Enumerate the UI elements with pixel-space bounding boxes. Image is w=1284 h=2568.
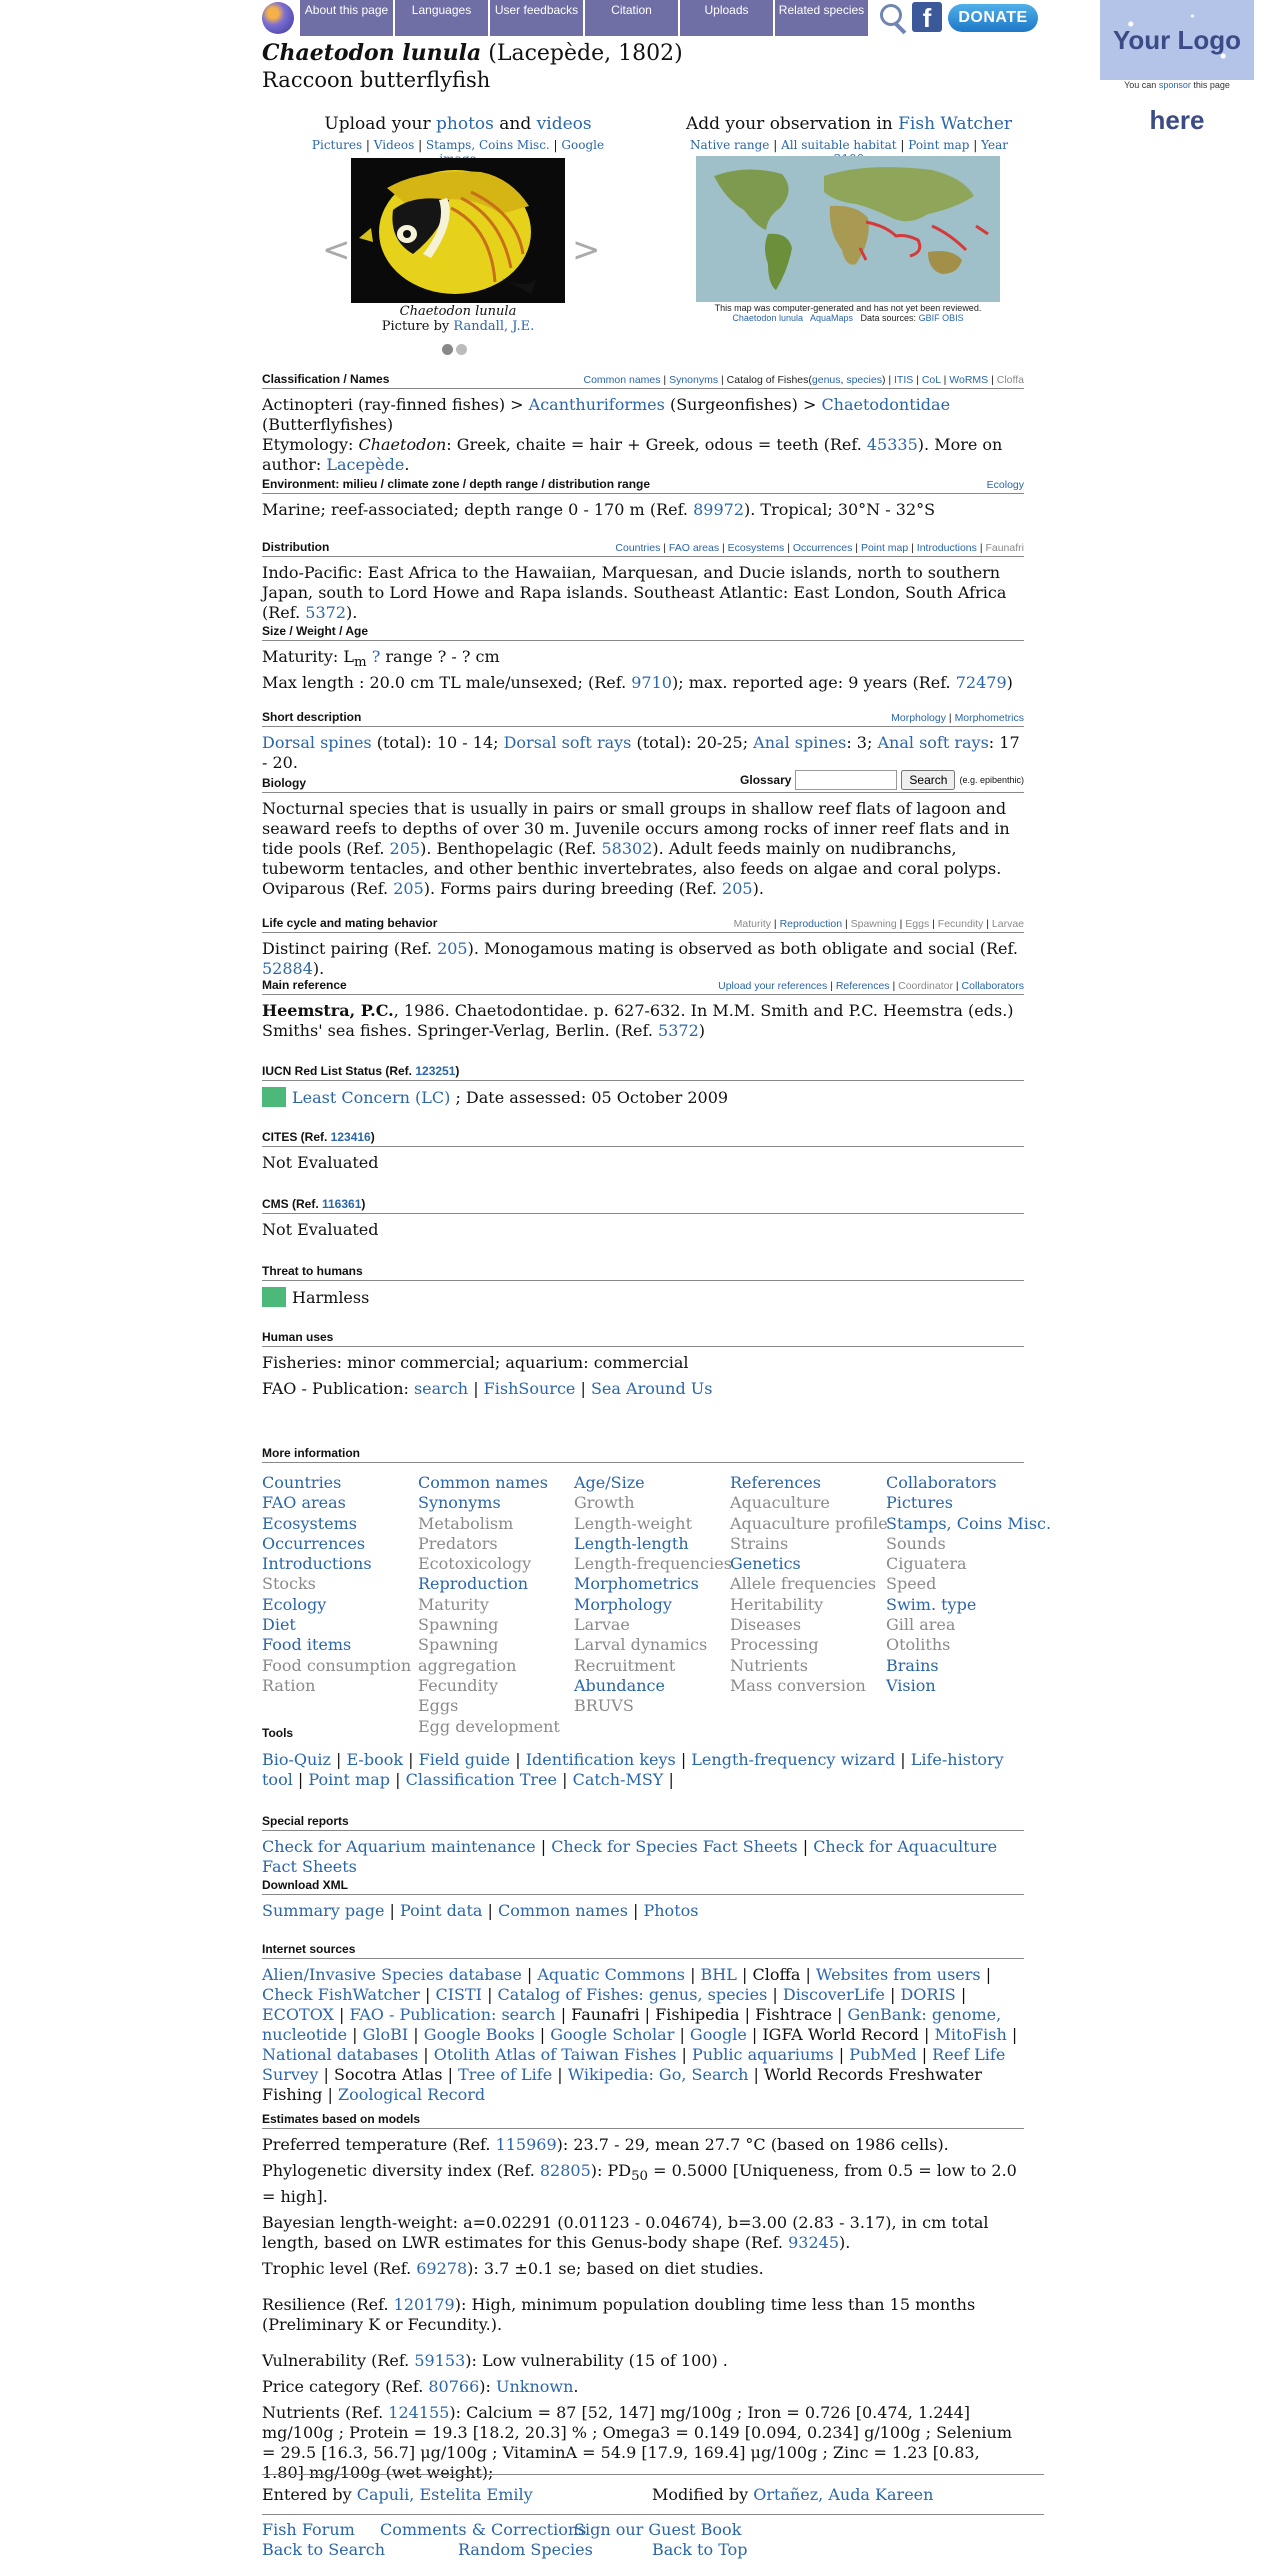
ref-link[interactable]: 59153 bbox=[414, 2351, 466, 2371]
lifecycle-section: Life cycle and mating behavior Maturity | Reproduction | Spawning | Eggs | Fecundity | Larvae Distinct pairing (Ref. 205). Monogamous mating is observed as both obligate and social (Ref. 52884). bbox=[262, 916, 1024, 978]
common-names-link[interactable]: Common names bbox=[497, 1901, 628, 1920]
more-info-age-size-link[interactable]: Age/Size bbox=[574, 1473, 645, 1492]
tab-about[interactable]: About this page bbox=[300, 0, 393, 36]
ref-link[interactable]: 80766 bbox=[428, 2377, 480, 2397]
more-info-maturity-label: Maturity bbox=[418, 1594, 489, 1614]
top-navigation bbox=[262, 0, 1038, 36]
sponsor-logo[interactable]: Your Logo here bbox=[1100, 0, 1254, 80]
more-info-recruitment-label: Recruitment bbox=[574, 1655, 676, 1675]
more-info-reproduction-link[interactable]: Reproduction bbox=[418, 1574, 529, 1594]
upload-references-tool[interactable]: Upload your references bbox=[718, 980, 828, 992]
worms-link[interactable]: WoRMS bbox=[949, 374, 989, 386]
footer-divider bbox=[262, 2474, 1044, 2475]
fao-areas-tool[interactable]: FAO areas bbox=[668, 542, 720, 554]
map-species-link[interactable]: Chaetodon lunula bbox=[732, 313, 803, 323]
modified-by: Modified by Ortañez, Auda Kareen bbox=[652, 2485, 934, 2504]
environment-section: Environment: milieu / climate zone / depth range / distribution range Ecology Marine; reef-associated; depth range 0 - 170 m (Ref. 89972). Tropical; 30°N - 32°S bbox=[262, 477, 1024, 519]
more-info-mass-conversion-label: Mass conversion bbox=[730, 1675, 866, 1695]
ref-link[interactable]: 5372 bbox=[658, 1021, 699, 1040]
check-fishwatcher-link[interactable]: Check FishWatcher bbox=[262, 1985, 420, 2004]
length-frequency-wizard-link[interactable]: Length-frequency wizard bbox=[691, 1750, 896, 1769]
more-info-diseases-label: Diseases bbox=[730, 1615, 802, 1635]
short-description-section: Short description Morphology | Morphometrics Dorsal spines (total): 10 - 14; Dorsal soft rays (total): 20-25; Anal spines: 3; Anal soft rays: 17 - 20. bbox=[262, 710, 1024, 772]
photo-carousel-dots[interactable] bbox=[442, 340, 470, 359]
ref-link[interactable]: 116361 bbox=[322, 1197, 362, 1211]
gbif-obis-link[interactable]: GBIF OBIS bbox=[918, 313, 964, 323]
more-info-length-frequencies-label: Length-frequencies bbox=[574, 1554, 732, 1574]
entered-by-link[interactable]: Capuli, Estelita Emily bbox=[356, 2485, 533, 2504]
more-info-introductions-link[interactable]: Introductions bbox=[262, 1554, 372, 1574]
bio-quiz-link[interactable]: Bio-Quiz bbox=[262, 1750, 331, 1769]
synonyms-tool[interactable]: Synonyms bbox=[669, 374, 719, 386]
world-records-freshwater-fishing-label: World Records Freshwater Fishing bbox=[262, 2065, 982, 2104]
itis-link[interactable]: ITIS bbox=[894, 374, 914, 386]
more-info-abundance-link[interactable]: Abundance bbox=[574, 1675, 665, 1695]
alien-invasive-species-database-link[interactable]: Alien/Invasive Species database bbox=[262, 1965, 522, 1984]
more-info-ration-label: Ration bbox=[262, 1675, 316, 1695]
ecosystems-tool[interactable]: Ecosystems bbox=[727, 542, 785, 554]
ref-link[interactable]: 89972 bbox=[693, 500, 744, 519]
common-names-tool[interactable]: Common names bbox=[583, 374, 661, 386]
more-info-larval-dynamics-label: Larval dynamics bbox=[574, 1635, 708, 1655]
classification-tree-link[interactable]: Classification Tree bbox=[405, 1770, 558, 1789]
pictures-link[interactable]: Pictures bbox=[311, 138, 363, 152]
more-info-length-length-link[interactable]: Length-length bbox=[574, 1533, 689, 1553]
ref-link[interactable]: 9710 bbox=[631, 673, 672, 693]
fish-watcher-link[interactable]: Fish Watcher bbox=[898, 114, 1013, 134]
classification-section: Classification / Names Common names | Synonyms | Catalog of Fishes(genus, species) | ITIS | CoL | WoRMS | Cloffa Actinopteri (ray-finned fishes) > Acanthuriformes (Surgeonfishes) > Chaetodontidae (Butterflyfishes) Etymology: Chaetodon: Greek, chaite = hair + Greek, odous = teeth (Ref. 45335). More on author: Lacepède. bbox=[262, 372, 1024, 474]
identification-keys-link[interactable]: Identification keys bbox=[525, 1750, 676, 1769]
distribution-section: Distribution Countries | FAO areas | Ecosystems | Occurrences | Point map | Introductions | Faunafri Indo-Pacific: East Africa to the Hawaiian, Marquesan, and Ducie islands, north to southern Japan, south to Lord Howe and Rapa islands. Southeast Atlantic: East London, South Africa (Ref. 5372). bbox=[262, 540, 1024, 622]
comments-link[interactable]: Comments & Corrections bbox=[380, 2520, 587, 2539]
common-name: Raccoon butterflyfish bbox=[262, 68, 491, 92]
more-info-brains-link[interactable]: Brains bbox=[886, 1655, 939, 1675]
cloffa-label: Cloffa bbox=[996, 374, 1024, 386]
field-guide-link[interactable]: Field guide bbox=[418, 1750, 511, 1769]
ref-link[interactable]: 52884 bbox=[262, 959, 313, 978]
photo-caption: Chaetodon lunula Picture by Randall, J.E. bbox=[381, 304, 535, 334]
check-for-aquarium-maintenance-link[interactable]: Check for Aquarium maintenance bbox=[262, 1837, 536, 1856]
bhl-link[interactable]: BHL bbox=[700, 1965, 737, 1984]
more-info-aggregation-label: aggregation bbox=[418, 1655, 517, 1675]
col-link[interactable]: CoL bbox=[921, 374, 941, 386]
more-info-column bbox=[886, 1473, 1052, 1737]
public-aquariums-link[interactable]: Public aquariums bbox=[691, 2045, 834, 2064]
fishtrace-label: Fishtrace bbox=[755, 2005, 832, 2024]
more-info-references-link[interactable]: References bbox=[730, 1473, 821, 1492]
ecology-tool[interactable]: Ecology bbox=[986, 479, 1024, 491]
iucn-section: IUCN Red List Status (Ref. 123251) Least Concern (LC) ; Date assessed: 05 October 2009 bbox=[262, 1064, 1024, 1108]
google-link[interactable]: Google bbox=[689, 2025, 747, 2044]
ref-link[interactable]: 72479 bbox=[955, 673, 1007, 693]
point-map-tool[interactable]: Point map bbox=[860, 542, 909, 554]
section-heading: Classification / Names bbox=[262, 372, 390, 386]
check-for-species-fact-sheets-link[interactable]: Check for Species Fact Sheets bbox=[551, 1837, 798, 1856]
species-author: (Lacepède, 1802) bbox=[488, 41, 683, 66]
igfa-world-record-label: IGFA World Record bbox=[762, 2025, 919, 2044]
globi-link[interactable]: GloBI bbox=[362, 2025, 409, 2044]
wikipedia-go-search-link[interactable]: Wikipedia: Go, Search bbox=[567, 2065, 749, 2084]
fish-forum-link[interactable]: Fish Forum bbox=[262, 2520, 355, 2539]
photographer-link[interactable]: Randall, J.E. bbox=[453, 319, 535, 334]
tab-uploads[interactable]: Uploads bbox=[680, 0, 773, 36]
more-info-diet-link[interactable]: Diet bbox=[262, 1615, 296, 1635]
main-reference-section: Main reference Upload your references | References | Coordinator | Collaborators Heemstra, P.C., 1986. Chaetodontidae. p. 627-632. In M.M. Smith and P.C. Heemstra (eds.) Smiths' sea fishes. Springer-Verlag, Berlin. (Ref. 5372) bbox=[262, 978, 1024, 1040]
google-scholar-link[interactable]: Google Scholar bbox=[550, 2025, 675, 2044]
tab-related-species[interactable]: Related species bbox=[775, 0, 868, 36]
cms-section: CMS (Ref. 116361) Not Evaluated bbox=[262, 1197, 1024, 1240]
family-link[interactable]: Chaetodontidae bbox=[821, 395, 951, 414]
discoverlife-link[interactable]: DiscoverLife bbox=[782, 1985, 885, 2004]
catalog-of-fishes-genus-species-link[interactable]: Catalog of Fishes: genus, species bbox=[497, 1985, 768, 2004]
more-info-vision-link[interactable]: Vision bbox=[886, 1675, 936, 1695]
scientific-name: Chaetodon lunula bbox=[262, 40, 482, 66]
photo-panel: Upload your photos and videos Pictures | Videos | Stamps, Coins Misc. | Google bbox=[300, 114, 616, 166]
fishipedia-label: Fishipedia bbox=[655, 2005, 740, 2024]
entered-by: Entered by Capuli, Estelita Emily bbox=[262, 2485, 533, 2504]
aquamaps-link[interactable]: AquaMaps bbox=[809, 313, 854, 323]
more-info-morphometrics-link[interactable]: Morphometrics bbox=[574, 1574, 699, 1594]
ref-link[interactable]: 205 bbox=[393, 879, 424, 898]
upload-photos-link[interactable]: photos bbox=[436, 114, 494, 134]
summary-page-link[interactable]: Summary page bbox=[262, 1901, 385, 1920]
more-information-section: More information bbox=[262, 1446, 1024, 1463]
footer-divider bbox=[262, 2514, 1044, 2515]
ref-link[interactable]: 123416 bbox=[330, 1130, 371, 1144]
sea-around-us-link[interactable]: Sea Around Us bbox=[590, 1379, 713, 1398]
morphology-tool[interactable]: Morphology bbox=[891, 712, 946, 724]
more-info-collaborators-link[interactable]: Collaborators bbox=[886, 1473, 997, 1492]
ref-link[interactable]: 205 bbox=[437, 939, 468, 958]
reproduction-tool[interactable]: Reproduction bbox=[779, 918, 843, 930]
more-info-nutrients-label: Nutrients bbox=[730, 1655, 808, 1675]
more-info-column bbox=[418, 1473, 574, 1737]
more-info-pictures-link[interactable]: Pictures bbox=[886, 1493, 953, 1513]
more-info-countries-link[interactable]: Countries bbox=[262, 1473, 342, 1492]
point-data-link[interactable]: Point data bbox=[399, 1901, 483, 1920]
more-info-bruvs-label: BRUVS bbox=[574, 1696, 634, 1716]
more-info-column bbox=[574, 1473, 730, 1737]
dorsal-spines-link[interactable]: Dorsal spines bbox=[262, 733, 372, 752]
zoological-record-link[interactable]: Zoological Record bbox=[337, 2085, 486, 2104]
more-info-spawning-label: Spawning bbox=[418, 1635, 499, 1655]
human-uses-section: Human uses Fisheries: minor commercial; aquarium: commercial FAO - Publication: search | FishSource | Sea Around Us bbox=[262, 1330, 1024, 1399]
catch-msy-link[interactable]: Catch-MSY bbox=[572, 1770, 664, 1789]
more-info-aquaculture-label: Aquaculture bbox=[730, 1493, 830, 1513]
threat-section: Threat to humans Harmless bbox=[262, 1264, 1024, 1308]
more-info-otoliths-label: Otoliths bbox=[886, 1635, 951, 1655]
glossary-search-button[interactable]: Search bbox=[901, 770, 955, 790]
more-info-column bbox=[262, 1473, 418, 1737]
more-info-food-items-link[interactable]: Food items bbox=[262, 1635, 352, 1655]
more-info-egg-development-label: Egg development bbox=[418, 1716, 560, 1736]
page-title bbox=[262, 40, 683, 66]
maturity-link[interactable]: ? bbox=[366, 647, 381, 666]
more-info-processing-label: Processing bbox=[730, 1635, 819, 1655]
tools-section: Tools Bio-Quiz | E-book | Field guide | Identification keys | Length-frequency wizard | Life-history tool | Point map | Classification Tree | Catch-MSY | bbox=[262, 1726, 1004, 1789]
tree-of-life-link[interactable]: Tree of Life bbox=[458, 2065, 553, 2084]
glossary-search: Glossary Search (e.g. epibenthic) bbox=[740, 770, 1024, 790]
sponsor-note: You can sponsor this page bbox=[1124, 80, 1230, 90]
next-photo-arrow[interactable]: > bbox=[572, 230, 601, 270]
ref-link[interactable]: 58302 bbox=[601, 839, 653, 858]
more-info-speed-label: Speed bbox=[886, 1574, 937, 1594]
more-info-column bbox=[730, 1473, 886, 1737]
more-info-eggs-label: Eggs bbox=[418, 1696, 459, 1716]
google-image-link[interactable]: Google bbox=[561, 138, 605, 152]
iucn-status-link[interactable]: Least Concern (LC) bbox=[292, 1088, 451, 1107]
back-to-search-link[interactable]: Back to Search bbox=[262, 2540, 386, 2559]
otolith-atlas-of-taiwan-fishes-link[interactable]: Otolith Atlas of Taiwan Fishes bbox=[433, 2045, 677, 2064]
more-info-swim-type-link[interactable]: Swim. type bbox=[886, 1594, 977, 1614]
cof-species-link[interactable]: species bbox=[846, 374, 882, 386]
cof-genus-link[interactable]: genus bbox=[811, 374, 841, 386]
more-info-fao-areas-link[interactable]: FAO areas bbox=[262, 1493, 346, 1513]
order-link[interactable]: Acanthuriformes bbox=[528, 395, 665, 414]
threat-swatch bbox=[262, 1287, 286, 1307]
countries-tool[interactable]: Countries bbox=[615, 542, 661, 554]
more-info-genetics-link[interactable]: Genetics bbox=[730, 1554, 801, 1574]
stamps-link[interactable]: Stamps, Coins Misc. bbox=[425, 138, 550, 152]
cites-section: CITES (Ref. 123416) Not Evaluated bbox=[262, 1130, 1024, 1173]
more-info-gill-area-label: Gill area bbox=[886, 1615, 956, 1635]
faunafri-label: Faunafri bbox=[571, 2005, 640, 2024]
more-info-synonyms-link[interactable]: Synonyms bbox=[418, 1493, 501, 1513]
download-xml-section: Download XML Summary page | Point data | Common names | Photos bbox=[262, 1878, 1024, 1921]
sponsor-link[interactable]: sponsor bbox=[1158, 80, 1191, 90]
anal-soft-rays-link[interactable]: Anal soft rays bbox=[877, 733, 989, 752]
more-info-stocks-label: Stocks bbox=[262, 1574, 316, 1594]
anal-spines-link[interactable]: Anal spines bbox=[753, 733, 847, 752]
more-info-aquaculture-profile-label: Aquaculture profile bbox=[730, 1513, 888, 1533]
back-to-top-link[interactable]: Back to Top bbox=[652, 2540, 748, 2559]
more-info-stamps-coins-misc-link[interactable]: Stamps, Coins Misc. bbox=[886, 1513, 1052, 1533]
guest-book-link[interactable]: Sign our Guest Book bbox=[574, 2520, 742, 2539]
aquatic-commons-link[interactable]: Aquatic Commons bbox=[537, 1965, 685, 1984]
fishsource-link[interactable]: FishSource bbox=[483, 1379, 576, 1398]
fish-photo[interactable] bbox=[351, 158, 565, 303]
ref-link[interactable]: 205 bbox=[722, 879, 753, 898]
reef-life-survey-link[interactable]: Reef Life Survey bbox=[262, 2045, 1006, 2084]
biology-section: Biology Glossary Search (e.g. epibenthic) Nocturnal species that is usually in pairs or small groups in shallow reef flats of lagoon and seaward reefs to depths of over 30 m. Juvenile occurs among rocks of inner reef flats and in tide pools (Ref. 205). Benthopelagic (Ref. 58302). Adult feeds mainly on nudibranchs, tubeworm tentacles, and other benthic invertebrates, also feeds on algae and coral polyps. Oviparous (Ref. 205). Forms pairs during breeding (Ref. 205). bbox=[262, 770, 1024, 899]
doris-link[interactable]: DORIS bbox=[900, 1985, 956, 2004]
cloffa-label: Cloffa bbox=[752, 1965, 801, 1984]
donate-button[interactable]: DONATE bbox=[948, 4, 1038, 32]
more-info-allele-frequencies-label: Allele frequencies bbox=[730, 1574, 877, 1594]
fish-illustration bbox=[351, 158, 565, 303]
prev-photo-arrow[interactable]: < bbox=[322, 230, 351, 270]
native-range-link[interactable]: Native range bbox=[689, 138, 770, 152]
collaborators-tool[interactable]: Collaborators bbox=[961, 980, 1024, 992]
ref-link[interactable]: 123251 bbox=[415, 1064, 456, 1078]
tab-languages[interactable]: Languages bbox=[395, 0, 488, 36]
mitofish-link[interactable]: MitoFish bbox=[934, 2025, 1007, 2044]
glossary-input[interactable] bbox=[795, 770, 897, 790]
e-book-link[interactable]: E-book bbox=[346, 1750, 404, 1769]
ref-link[interactable]: 82805 bbox=[539, 2161, 591, 2180]
special-reports-section: Special reports Check for Aquarium maintenance | Check for Species Fact Sheets | Check for Aquaculture Fact Sheets bbox=[262, 1814, 1024, 1877]
world-map-illustration bbox=[696, 156, 1000, 302]
more-info-heritability-label: Heritability bbox=[730, 1594, 824, 1614]
size-section: Size / Weight / Age Maturity: $L_m$ ? range ? - ? cm Max length : 20.0 cm TL male/unsexed; (Ref. 9710); max. reported age: 9 years (Ref. 72479) bbox=[262, 624, 1024, 693]
fishbase-globe-icon[interactable] bbox=[262, 2, 294, 34]
cisti-link[interactable]: CISTI bbox=[435, 1985, 482, 2004]
ref-link[interactable]: 120179 bbox=[393, 2295, 455, 2315]
search-icon[interactable] bbox=[874, 0, 908, 34]
ref-link[interactable]: 93245 bbox=[788, 2233, 839, 2253]
internet-sources-section: Internet sources Alien/Invasive Species database | Aquatic Commons | BHL | Cloffa | Websites from users | Check FishWatcher | CISTI | Catalog of Fishes: genus, species | DiscoverLife | DORIS | ECOTOX | FAO - Publication: search | Faunafri | Fishipedia | Fishtrace | GenBank: genome, nucleotide | GloBI | Google Books | Google Scholar | Google | IGFA World Record | MitoFish | National databases | Otolith Atlas of Taiwan Fishes | Public aquariums | PubMed | Reef Life Survey | Socotra Atlas | Tree of Life | Wikipedia: Go, Search | World Records Freshwater Fishing | Zoological Record bbox=[262, 1942, 1024, 2105]
map-note: This map was computer-generated and has not yet been reviewed. Chaetodon lunula AquaMaps Data sources: GBIF OBIS bbox=[714, 303, 982, 323]
tab-user-feedbacks[interactable]: User feedbacks bbox=[490, 0, 583, 36]
references-tool[interactable]: References bbox=[835, 980, 890, 992]
check-for-aquaculture-fact-sheets-link[interactable]: Check for Aquaculture Fact Sheets bbox=[262, 1837, 998, 1876]
national-databases-link[interactable]: National databases bbox=[262, 2045, 419, 2064]
more-info-larvae-label: Larvae bbox=[574, 1615, 630, 1635]
ref-link[interactable]: 115969 bbox=[495, 2135, 557, 2154]
modified-by-link[interactable]: Ortañez, Auda Kareen bbox=[753, 2485, 934, 2504]
ref-link[interactable]: 69278 bbox=[416, 2259, 468, 2279]
more-info-strains-label: Strains bbox=[730, 1533, 789, 1553]
dorsal-soft-rays-link[interactable]: Dorsal soft rays bbox=[503, 733, 632, 752]
more-info-morphology-link[interactable]: Morphology bbox=[574, 1594, 672, 1614]
all-suitable-habitat-link[interactable]: All suitable habitat bbox=[781, 138, 897, 152]
facebook-icon[interactable]: f bbox=[912, 2, 942, 32]
more-info-food-consumption-label: Food consumption bbox=[262, 1655, 412, 1675]
more-info-predators-label: Predators bbox=[418, 1533, 498, 1553]
point-map-link[interactable]: Point map bbox=[308, 1770, 391, 1789]
ref-link[interactable]: 45335 bbox=[866, 435, 918, 454]
distribution-map[interactable] bbox=[696, 156, 1000, 302]
map-panel: Add your observation in Fish Watcher Native range | All suitable habitat | Point map | Year bbox=[676, 114, 1022, 166]
google-books-link[interactable]: Google Books bbox=[423, 2025, 535, 2044]
more-info-fecundity-label: Fecundity bbox=[418, 1675, 499, 1695]
tab-citation[interactable]: Citation bbox=[585, 0, 678, 36]
iucn-status-swatch bbox=[262, 1087, 286, 1107]
websites-from-users-link[interactable]: Websites from users bbox=[815, 1965, 981, 1984]
more-info-ciguatera-label: Ciguatera bbox=[886, 1554, 967, 1574]
year-2100-link[interactable]: Year bbox=[981, 138, 1009, 152]
more-info-common-names-link[interactable]: Common names bbox=[418, 1473, 548, 1492]
estimates-section: Estimates based on models Preferred temperature (Ref. 115969): 23.7 - 29, mean 27.7 °C (based on 1986 cells). Phylogenetic diversity index (Ref. 82805): $PD_{50} = 0.5000$ [Uniqueness, from 0.5 = low to 2.0 = high]. Bayesian length-weight: a=0.02291 (0.01123 - 0.04674), b=3.00 (2.83 - 3.17), in cm total length, based on LWR estimates for this Genus-body shape (Ref. 93245). Trophic level (Ref. 69278): 3.7 ±0.1 se; based on diet studies. Resilience (Ref. 120179): High, minimum population doubling time less than 15 months (Preliminary K or Fecundity.). Vulnerability (Ref. 59153): Low vulnerability (15 of 100) . Price category (Ref. 80766): Unknown. Nutrients (Ref. 124155): Calcium = 87 [52, 147] mg/100g ; Iron = 0.726 [0.474, 1.244] mg/100g ; Protein = 19.3 [18.2, 20.3] % ; Omega3 = 0.149 [0.094, 0.234] g/100g ; Selenium = 29.5 [16.3, 56.7] μg/100g ; VitaminA = 54.9 [17.9, 169.4] μg/100g ; Zinc = 1.23 [0.83, 1.80] mg/100g (wet weight); bbox=[262, 2112, 1024, 2483]
fao-publication-search-link[interactable]: FAO - Publication: search bbox=[349, 2005, 556, 2024]
socotra-atlas-label: Socotra Atlas bbox=[334, 2065, 443, 2084]
point-map-link[interactable]: Point map bbox=[908, 138, 970, 152]
more-info-spawning-label: Spawning bbox=[418, 1615, 499, 1635]
fao-search-link[interactable]: search bbox=[413, 1379, 469, 1398]
upload-videos-link[interactable]: videos bbox=[536, 114, 592, 134]
life-history-tool-link[interactable]: Life-history tool bbox=[262, 1750, 1004, 1789]
price-category-link[interactable]: Unknown bbox=[496, 2377, 574, 2397]
more-info-occurrences-link[interactable]: Occurrences bbox=[262, 1533, 366, 1553]
videos-link[interactable]: Videos bbox=[373, 138, 415, 152]
ecotox-link[interactable]: ECOTOX bbox=[262, 2005, 334, 2024]
photos-link[interactable]: Photos bbox=[643, 1901, 699, 1920]
more-info-ecology-link[interactable]: Ecology bbox=[262, 1594, 327, 1614]
more-info-ecosystems-link[interactable]: Ecosystems bbox=[262, 1513, 358, 1533]
random-species-link[interactable]: Random Species bbox=[458, 2540, 593, 2559]
occurrences-tool[interactable]: Occurrences bbox=[792, 542, 853, 554]
more-info-grid bbox=[262, 1473, 1052, 1737]
introductions-tool[interactable]: Introductions bbox=[916, 542, 977, 554]
pubmed-link[interactable]: PubMed bbox=[849, 2045, 917, 2064]
ref-link[interactable]: 124155 bbox=[388, 2403, 450, 2423]
genbank-genome-nucleotide-link[interactable]: GenBank: genome, nucleotide bbox=[262, 2005, 1002, 2044]
author-link[interactable]: Lacepède bbox=[326, 455, 405, 474]
more-info-metabolism-label: Metabolism bbox=[418, 1513, 514, 1533]
more-info-ecotoxicology-label: Ecotoxicology bbox=[418, 1554, 532, 1574]
morphometrics-tool[interactable]: Morphometrics bbox=[954, 712, 1024, 724]
ref-link[interactable]: 205 bbox=[389, 839, 421, 858]
more-info-growth-label: Growth bbox=[574, 1493, 635, 1513]
more-info-sounds-label: Sounds bbox=[886, 1533, 946, 1553]
ref-link[interactable]: 5372 bbox=[305, 603, 346, 622]
more-info-length-weight-label: Length-weight bbox=[574, 1513, 693, 1533]
